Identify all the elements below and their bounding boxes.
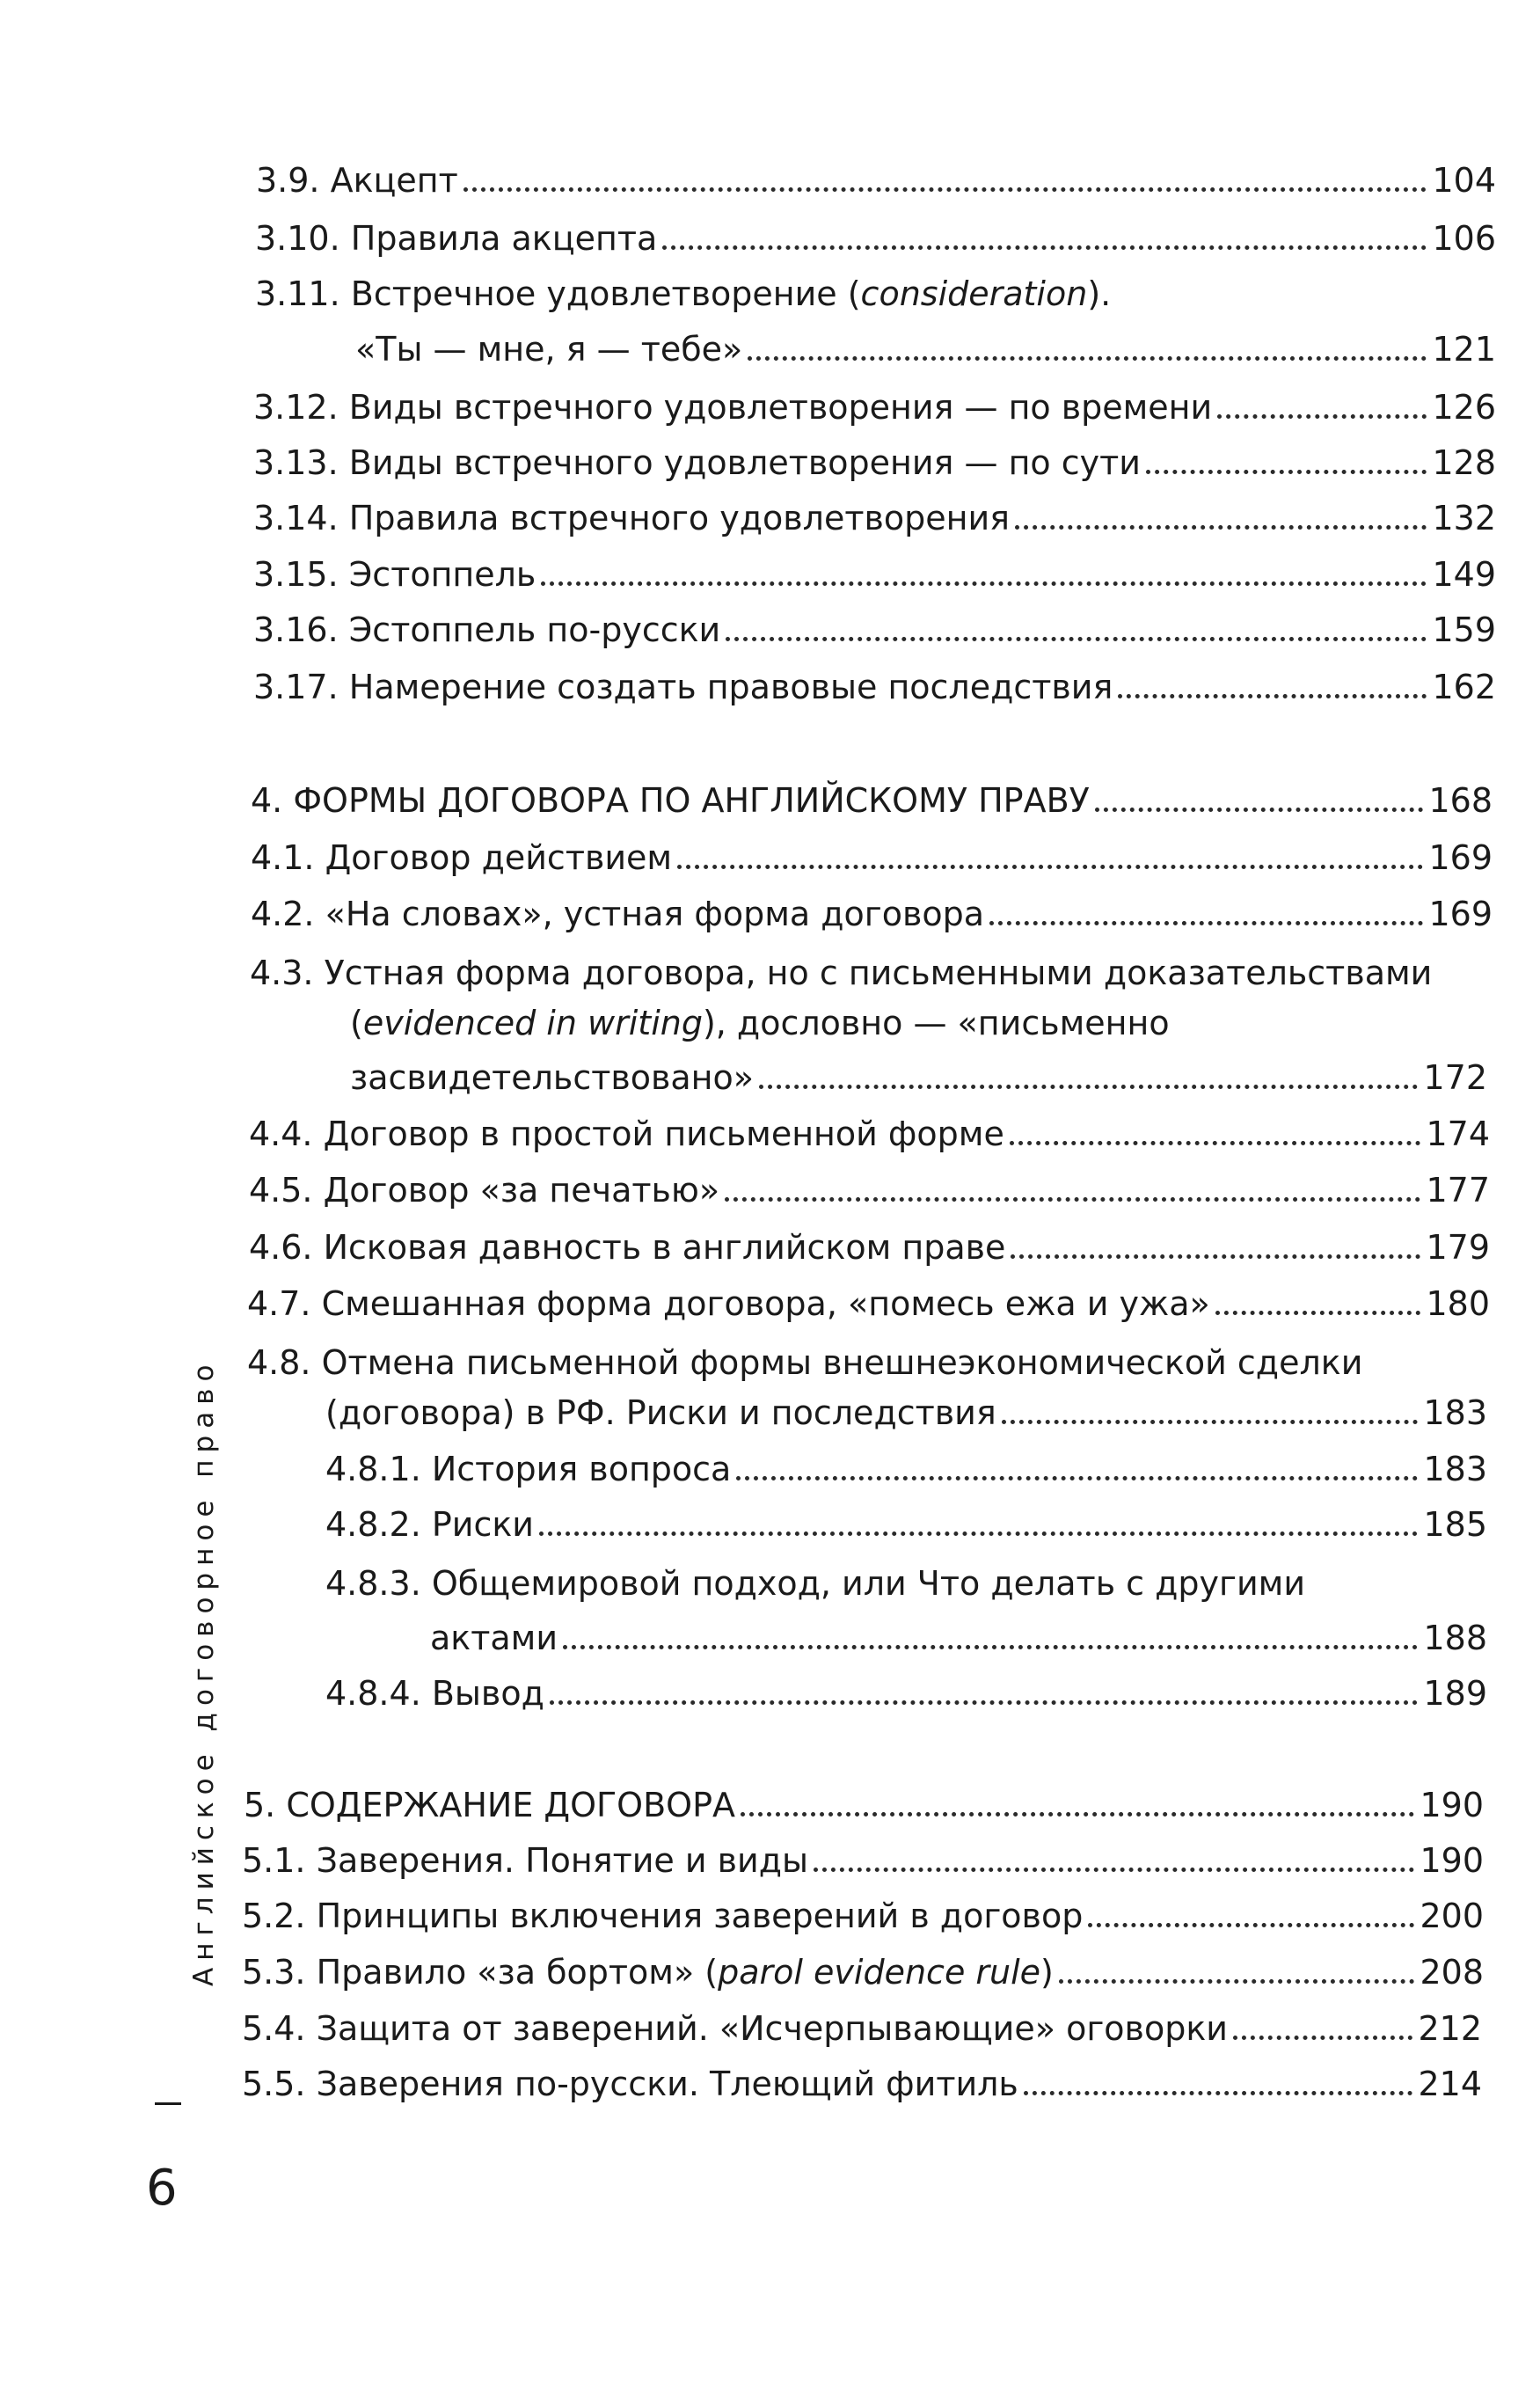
margin-rule <box>155 2102 181 2105</box>
dot-leader <box>1024 2091 1413 2095</box>
toc-entry <box>253 443 1496 482</box>
dot-leader <box>1059 1979 1415 1984</box>
dot-leader <box>736 1476 1418 1480</box>
toc-entry-title: 4.8.1. История вопроса <box>325 1450 732 1488</box>
toc-entry-page: 190 <box>1420 1786 1484 1824</box>
toc-entry-page: 169 <box>1428 838 1493 877</box>
dot-leader <box>563 1645 1418 1649</box>
toc-entry-title: 5.1. Заверения. Понятие и виды <box>242 1841 809 1880</box>
toc-entry <box>253 388 1496 427</box>
dot-leader <box>1217 414 1427 419</box>
page-number: 6 <box>146 2160 178 2217</box>
toc-entry-page: 159 <box>1432 610 1496 649</box>
toc-entry-title: «Ты — мне, я — тебе» <box>355 330 743 369</box>
toc-entry-page: 185 <box>1423 1505 1487 1544</box>
toc-entry <box>242 2067 1482 2101</box>
dot-leader <box>1002 1420 1419 1424</box>
toc-entry-page: 208 <box>1420 1953 1484 1992</box>
toc-entry-title-line: 4.8.3. Общемировой подход, или Что делать с другими <box>325 1564 1306 1603</box>
toc-entry-page: 121 <box>1432 330 1496 369</box>
toc-entry-title: 4.7. Смешанная форма договора, «помесь ежа и ужа» <box>247 1284 1210 1323</box>
toc-entry-title: 3.17. Намерение создать правовые последствия <box>253 668 1113 706</box>
toc-entry <box>350 1058 1487 1097</box>
toc-entry-title: 4.8.2. Риски <box>325 1505 534 1544</box>
toc-entry <box>430 1621 1487 1655</box>
toc-chapter-entry <box>244 1788 1484 1822</box>
dot-leader <box>725 1197 1420 1202</box>
dot-leader <box>550 1700 1419 1705</box>
toc-entry-title-line: 4.8. Отмена письменной формы внешнеэкономической сделки <box>247 1343 1363 1382</box>
toc-entry-title: 4.4. Договор в простой письменной форме <box>249 1115 1004 1153</box>
toc-entry-title: 3.9. Акцепт <box>256 161 458 200</box>
dot-leader <box>662 245 1427 250</box>
dot-leader <box>748 356 1427 361</box>
toc-entry <box>251 897 1493 931</box>
toc-entry-title: 4.1. Договор действием <box>251 838 673 877</box>
toc-entry-title: (договора) в РФ. Риски и последствия <box>325 1393 996 1432</box>
dot-leader <box>541 581 1427 586</box>
toc-entry-title: 4.2. «На словах», устная форма договора <box>251 895 985 933</box>
toc-chapter-title: 5. СОДЕРЖАНИЕ ДОГОВОРА <box>244 1786 735 1824</box>
toc-entry-title: 3.16. Эстоппель по-русски <box>253 610 721 649</box>
running-title: Английское договорное право <box>188 1357 220 1986</box>
dot-leader <box>463 187 1427 192</box>
toc-entry <box>325 1505 1487 1544</box>
toc-entry-page: 190 <box>1420 1841 1484 1880</box>
toc-entry-page: 212 <box>1418 2009 1482 2048</box>
toc-entry-title-line: 3.11. Встречное удовлетворение (consideration). <box>255 274 1112 313</box>
dot-leader <box>1010 1141 1421 1145</box>
toc-entry-title-line: (evidenced in writing), дословно — «письменно <box>350 1004 1170 1042</box>
toc-chapter-entry <box>251 781 1493 820</box>
dot-leader <box>1095 808 1424 812</box>
toc-entry-page: 179 <box>1426 1228 1490 1267</box>
dot-leader <box>814 1868 1414 1872</box>
toc-entry-title: 5.2. Принципы включения заверений в договор <box>242 1897 1084 1935</box>
toc-entry-title: 3.13. Виды встречного удовлетворения — по сути <box>253 443 1141 482</box>
toc-entry <box>242 1841 1484 1880</box>
dot-leader <box>1015 525 1427 530</box>
dot-leader <box>1233 2036 1413 2040</box>
toc-entry-page: 200 <box>1420 1897 1484 1935</box>
toc-entry <box>251 838 1493 877</box>
dot-leader <box>1011 1254 1420 1259</box>
dot-leader <box>1215 1311 1421 1315</box>
toc-entry <box>355 330 1496 369</box>
toc-entry <box>325 1452 1487 1486</box>
toc-entry-title: 4.5. Договор «за печатью» <box>249 1171 720 1210</box>
toc-entry-page: 188 <box>1423 1619 1487 1657</box>
dot-leader <box>1146 470 1427 474</box>
toc-entry-title: 5.4. Защита от заверений. «Исчерпывающие» оговорки <box>242 2009 1228 2048</box>
dot-leader <box>1118 694 1427 698</box>
toc-entry-title: засвидетельствовано» <box>350 1058 755 1097</box>
toc-entry-page: 106 <box>1432 219 1496 258</box>
toc-entry-page: 183 <box>1423 1393 1487 1432</box>
toc-entry-title: 4.8.4. Вывод <box>325 1674 544 1713</box>
toc-entry-page: 214 <box>1418 2065 1482 2103</box>
toc-entry <box>247 1284 1490 1323</box>
toc-entry <box>325 1674 1487 1713</box>
dot-leader <box>741 1812 1414 1817</box>
toc-chapter-title: 4. ФОРМЫ ДОГОВОРА ПО АНГЛИЙСКОМУ ПРАВУ <box>251 781 1090 820</box>
toc-entry-title: 5.5. Заверения по-русски. Тлеющий фитиль <box>242 2065 1018 2103</box>
toc-entry <box>249 1117 1490 1151</box>
toc-entry-page: 183 <box>1423 1450 1487 1488</box>
toc-entry-page: 177 <box>1426 1171 1490 1210</box>
toc-entry-page: 162 <box>1432 668 1496 706</box>
toc-entry-page: 132 <box>1432 499 1496 537</box>
toc-entry <box>242 2009 1482 2048</box>
toc-entry <box>249 1171 1490 1210</box>
toc-entry-title: 3.10. Правила акцепта <box>255 219 658 258</box>
toc-entry-page: 128 <box>1432 443 1496 482</box>
toc-entry-page: 168 <box>1428 781 1493 820</box>
toc-entry-title: 3.15. Эстоппель <box>253 555 536 594</box>
toc-entry <box>253 670 1496 704</box>
toc-entry <box>253 555 1496 594</box>
dot-leader <box>759 1085 1418 1089</box>
toc-entry-page: 189 <box>1423 1674 1487 1713</box>
toc-entry <box>253 610 1496 649</box>
toc-entry-page: 104 <box>1432 161 1496 200</box>
toc-entry-title: 3.12. Виды встречного удовлетворения — по времени <box>253 388 1213 427</box>
toc-entry-title-line: 4.3. Устная форма договора, но с письменными доказательствами <box>250 954 1433 992</box>
toc-entry-page: 126 <box>1432 388 1496 427</box>
toc-entry <box>256 161 1496 200</box>
dot-leader <box>989 921 1423 925</box>
toc-entry-title: 4.6. Исковая давность в английском праве <box>249 1228 1006 1267</box>
dot-leader <box>539 1531 1418 1536</box>
toc-entry <box>253 501 1496 535</box>
toc-entry-page: 172 <box>1423 1058 1487 1097</box>
toc-entry <box>325 1393 1487 1432</box>
toc-entry-title: актами <box>430 1619 558 1657</box>
toc-entry <box>249 1228 1490 1267</box>
toc-entry <box>242 1899 1484 1933</box>
dot-leader <box>726 637 1427 641</box>
toc-entry <box>242 1953 1484 1992</box>
toc-entry-page: 169 <box>1428 895 1493 933</box>
toc-entry-page: 149 <box>1432 555 1496 594</box>
toc-entry-title: 3.14. Правила встречного удовлетворения <box>253 499 1011 537</box>
dot-leader <box>1088 1923 1414 1927</box>
toc-entry-title: 5.3. Правило «за бортом» (parol evidence rule) <box>242 1953 1054 1992</box>
dot-leader <box>677 865 1423 869</box>
toc-entry-page: 174 <box>1426 1115 1490 1153</box>
toc-entry <box>255 219 1496 258</box>
toc-entry-page: 180 <box>1426 1284 1490 1323</box>
